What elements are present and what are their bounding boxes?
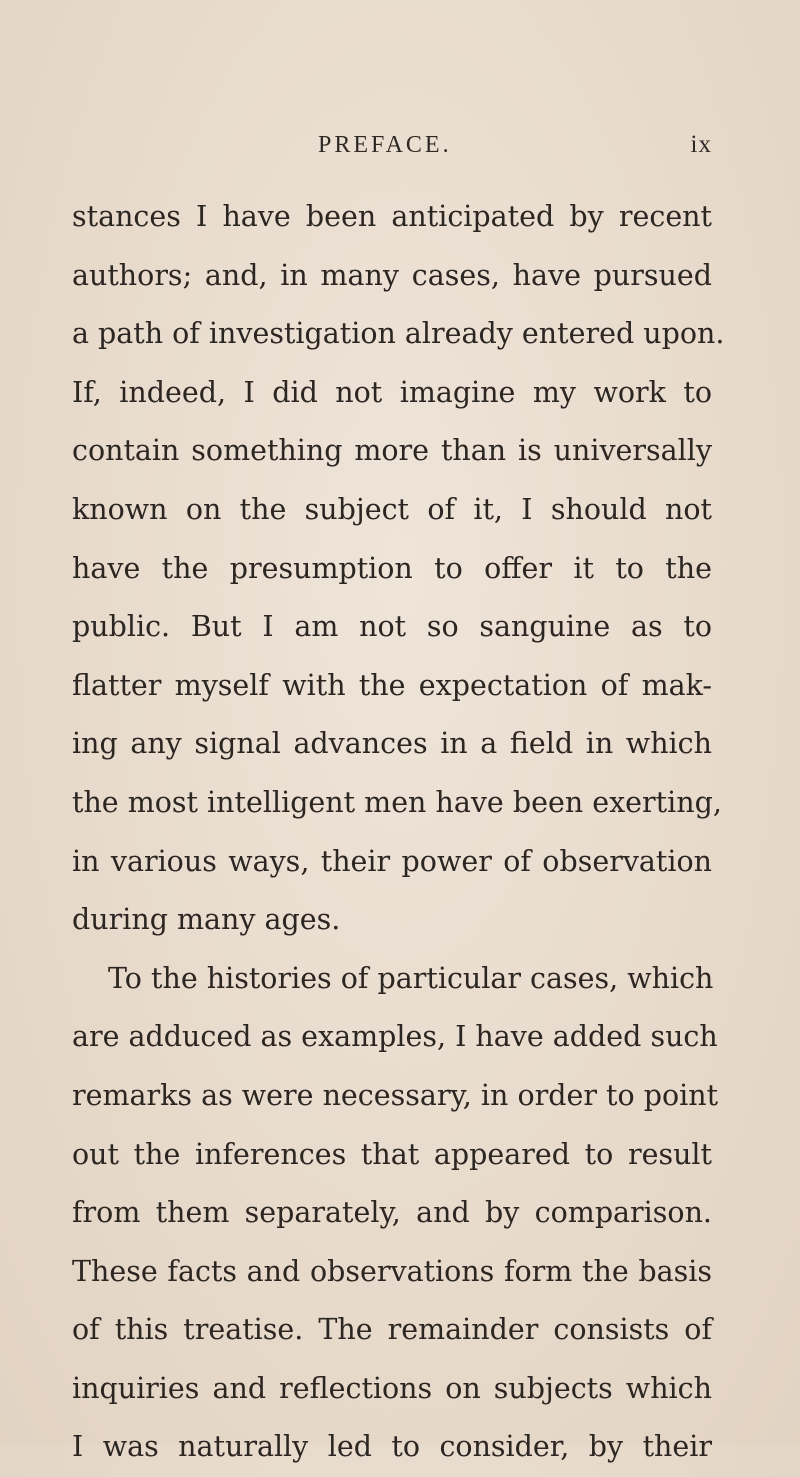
text-line: a path of investigation already entered upon. xyxy=(72,317,725,351)
running-head-title: PREFACE. xyxy=(318,132,452,158)
text-line: contain something more than is universally xyxy=(72,434,712,468)
text-line: known on the subject of it, I should not xyxy=(72,492,712,526)
text-line: ing any signal advances in a field in which xyxy=(72,727,712,761)
text-line: If, indeed, I did not imagine my work to xyxy=(72,375,712,409)
text-line: stances I have been anticipated by recent xyxy=(72,200,712,233)
page-number: ix xyxy=(690,131,712,158)
text-line: out the inferences that appeared to result xyxy=(72,1137,712,1171)
running-head xyxy=(72,128,712,162)
text-line: the most intelligent men have been exerting, xyxy=(72,785,722,819)
text-line: These facts and observations form the basis xyxy=(72,1254,712,1288)
text-line: remarks as were necessary, in order to point xyxy=(72,1078,719,1112)
text-line: of this treatise. The remainder consists of xyxy=(72,1313,712,1347)
paragraph-start-line: To the histories of particular cases, which xyxy=(108,961,714,995)
text-line: have the presumption to offer it to the xyxy=(72,551,712,585)
body-text xyxy=(72,188,725,1477)
text-line: in various ways, their power of observation xyxy=(72,844,712,878)
text-line: inquiries and reflections on subjects which xyxy=(72,1371,712,1405)
paragraph-end-line: during many ages. xyxy=(72,903,341,937)
text-line: I was naturally led to consider, by their xyxy=(72,1430,712,1464)
text-line: from them separately, and by comparison. xyxy=(72,1196,712,1230)
text-line: are adduced as examples, I have added such xyxy=(72,1020,718,1054)
text-line: authors; and, in many cases, have pursued xyxy=(72,258,712,292)
text-line: flatter myself with the expectation of mak- xyxy=(72,668,712,702)
text-line: public. But I am not so sanguine as to xyxy=(72,610,712,644)
